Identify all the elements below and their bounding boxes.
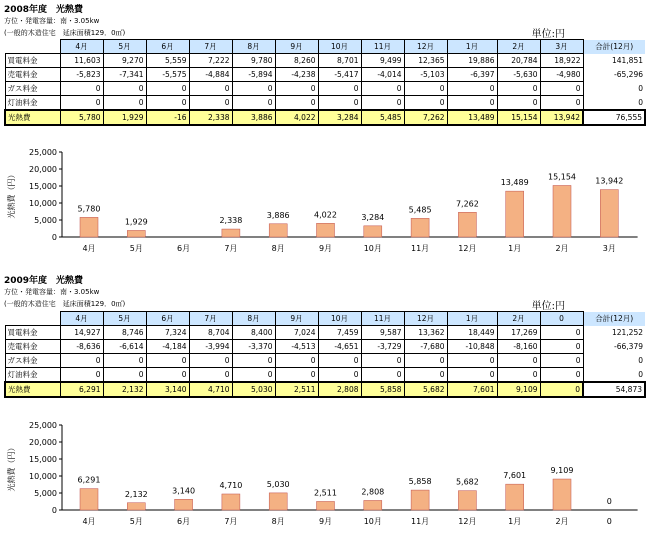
- table-cell: -5,894: [232, 68, 275, 82]
- table-cell: 8,400: [232, 326, 275, 340]
- data-label: 13,489: [500, 178, 529, 188]
- total-cell: 0: [583, 96, 645, 111]
- data-label: 5,682: [455, 477, 479, 487]
- total-header: 合計(12月): [583, 40, 645, 54]
- table-cell: 0: [318, 368, 361, 383]
- utility-cost-bar-chart-2008: [0, 145, 649, 265]
- table-cell: 6,291: [60, 382, 103, 397]
- month-header: 2月: [497, 312, 540, 326]
- table-cell: -4,238: [275, 68, 318, 82]
- month-header: 12月: [404, 312, 447, 326]
- data-label: 3,140: [172, 486, 196, 496]
- row-label: 売電料金: [5, 340, 60, 354]
- table-cell: 8,701: [318, 54, 361, 68]
- table-cell: 18,449: [447, 326, 497, 340]
- data-label: 15,154: [548, 172, 576, 182]
- bar: [411, 218, 429, 237]
- y-axis-label: 光熱費（円）: [7, 443, 16, 492]
- table-cell: 13,489: [447, 110, 497, 125]
- category-label: 11月: [411, 244, 430, 253]
- table-cell: 3,886: [232, 110, 275, 125]
- table-cell: 2,511: [275, 382, 318, 397]
- table-cell: 2,338: [189, 110, 232, 125]
- data-label: 4,022: [314, 210, 337, 220]
- table-cell: 8,260: [275, 54, 318, 68]
- table-cell: 0: [447, 96, 497, 111]
- data-label: 7,601: [503, 471, 527, 481]
- table-cell: 13,942: [540, 110, 583, 125]
- table-cell: 0: [404, 368, 447, 383]
- data-label: 2,511: [314, 488, 337, 498]
- y-tick-label: 25,000: [29, 148, 57, 157]
- table-cell: 0: [189, 96, 232, 111]
- month-header: 7月: [189, 40, 232, 54]
- data-label: 7,262: [455, 199, 479, 209]
- table-cell: 7,601: [447, 382, 497, 397]
- table-cell: 0: [189, 354, 232, 368]
- month-header: 7月: [189, 312, 232, 326]
- table-cell: 0: [232, 96, 275, 111]
- month-header: 11月: [361, 40, 404, 54]
- data-label: 3,284: [361, 212, 385, 222]
- table-row-sale: [5, 68, 645, 82]
- table-cell: 0: [318, 82, 361, 96]
- row-label: 買電料金: [5, 54, 60, 68]
- table-header-row: [5, 312, 645, 326]
- month-header: 8月: [232, 40, 275, 54]
- section-title: 2009年度 光熱費: [4, 276, 84, 286]
- section-subtitle: 方位・発電容量：南・3.05kw: [4, 288, 100, 296]
- table-cell: 11,603: [60, 54, 103, 68]
- category-label: 6月: [177, 244, 191, 253]
- table-cell: 0: [275, 96, 318, 111]
- table-cell: 5,780: [60, 110, 103, 125]
- table-cell: 2,132: [103, 382, 146, 397]
- table-cell: 0: [103, 354, 146, 368]
- cost-table: [4, 39, 646, 126]
- row-label: 買電料金: [5, 326, 60, 340]
- table-cell: 9,780: [232, 54, 275, 68]
- category-label: 1月: [508, 244, 522, 253]
- table-cell: 0: [318, 354, 361, 368]
- category-label: 8月: [271, 244, 285, 253]
- table-cell: 20,784: [497, 54, 540, 68]
- table-cell: 8,746: [103, 326, 146, 340]
- y-tick-label: 0: [51, 233, 57, 242]
- table-cell: 8,704: [189, 326, 232, 340]
- data-label: 2,808: [361, 487, 385, 497]
- row-label: 灯油料金: [5, 368, 60, 383]
- table-row-purchase: [5, 326, 645, 340]
- table-cell: 3,284: [318, 110, 361, 125]
- table-cell: 0: [189, 82, 232, 96]
- bar: [364, 226, 382, 237]
- table-row-gas: [5, 82, 645, 96]
- month-header: 10月: [318, 312, 361, 326]
- utility-cost-bar-chart-2009: [0, 418, 649, 538]
- table-cell: 4,710: [189, 382, 232, 397]
- table-row-sale: [5, 340, 645, 354]
- table-cell: 0: [447, 368, 497, 383]
- table-cell: 2,808: [318, 382, 361, 397]
- month-header: 5月: [103, 312, 146, 326]
- table-cell: -5,823: [60, 68, 103, 82]
- bar: [411, 490, 429, 510]
- bar: [269, 493, 287, 510]
- table-cell: 0: [447, 82, 497, 96]
- bar: [553, 479, 571, 510]
- table-cell: 0: [497, 354, 540, 368]
- table-cell: 0: [189, 368, 232, 383]
- table-row-gas: [5, 354, 645, 368]
- section-subtitle: 方位・発電容量：南・3.05kw: [4, 17, 100, 25]
- section-subtitle-house: (一般的木造住宅 延床面積129．0㎡): [4, 300, 126, 308]
- data-label: 5,485: [408, 205, 432, 215]
- data-label: 5,030: [266, 479, 290, 489]
- grand-total-cell: 76,555: [583, 110, 645, 125]
- table-cell: 0: [60, 354, 103, 368]
- bar: [127, 503, 145, 510]
- table-cell: 0: [497, 82, 540, 96]
- table-cell: 0: [275, 82, 318, 96]
- category-label: 5月: [129, 244, 143, 253]
- table-cell: -8,636: [60, 340, 103, 354]
- table-cell: 0: [275, 368, 318, 383]
- category-label: 5月: [129, 517, 143, 526]
- table-cell: 0: [447, 354, 497, 368]
- table-cell: -7,341: [103, 68, 146, 82]
- section-2009: [0, 271, 649, 538]
- y-tick-label: 20,000: [29, 165, 57, 174]
- category-label: 12月: [458, 517, 477, 526]
- table-cell: 0: [540, 96, 583, 111]
- bar: [506, 484, 524, 510]
- category-label: 8月: [271, 517, 285, 526]
- table-cell: 0: [146, 354, 189, 368]
- table-cell: 18,922: [540, 54, 583, 68]
- table-cell: 7,459: [318, 326, 361, 340]
- category-label: 10月: [363, 517, 382, 526]
- total-cell: -65,296: [583, 68, 645, 82]
- table-cell: 7,024: [275, 326, 318, 340]
- category-label: 7月: [224, 517, 238, 526]
- month-header: 1月: [447, 40, 497, 54]
- table-cell: 0: [497, 96, 540, 111]
- category-label: 9月: [318, 517, 333, 526]
- table-cell: 0: [275, 354, 318, 368]
- data-label: 4,710: [219, 480, 243, 490]
- month-header: 6月: [146, 40, 189, 54]
- unit-label: 単位:円: [531, 301, 565, 312]
- y-tick-label: 0: [51, 506, 57, 515]
- total-cell: 121,252: [583, 326, 645, 340]
- y-tick-label: 10,000: [29, 199, 57, 208]
- row-label: 灯油料金: [5, 96, 60, 111]
- table-cell: 0: [540, 326, 583, 340]
- data-label: 5,858: [408, 477, 432, 487]
- table-cell: -4,184: [146, 340, 189, 354]
- table-cell: -6,397: [447, 68, 497, 82]
- unit-label: 単位:円: [531, 29, 565, 40]
- table-cell: 0: [60, 368, 103, 383]
- table-cell: 0: [361, 82, 404, 96]
- bar: [553, 185, 571, 237]
- table-cell: 0: [404, 354, 447, 368]
- table-cell: 5,030: [232, 382, 275, 397]
- table-cell: 9,109: [497, 382, 540, 397]
- total-cell: 0: [583, 82, 645, 96]
- table-cell: 7,262: [404, 110, 447, 125]
- month-header: 0: [540, 312, 583, 326]
- table-cell: -4,513: [275, 340, 318, 354]
- category-label: 1月: [508, 517, 522, 526]
- table-cell: 12,365: [404, 54, 447, 68]
- table-cell: -4,014: [361, 68, 404, 82]
- table-cell: 0: [60, 82, 103, 96]
- section-subtitle-house: (一般的木造住宅 延床面積129．0㎡): [4, 29, 126, 37]
- table-cell: 0: [497, 368, 540, 383]
- total-cell: -66,379: [583, 340, 645, 354]
- table-cell: -3,994: [189, 340, 232, 354]
- data-label: 6,291: [77, 475, 101, 485]
- grand-total-cell: 54,873: [583, 382, 645, 397]
- month-header: 4月: [60, 40, 103, 54]
- table-cell: 5,858: [361, 382, 404, 397]
- table-cell: 5,485: [361, 110, 404, 125]
- data-label: 13,942: [595, 176, 624, 186]
- table-cell: 0: [540, 340, 583, 354]
- bar: [269, 224, 287, 237]
- table-cell: 9,587: [361, 326, 404, 340]
- y-tick-label: 15,000: [29, 182, 57, 191]
- bar: [317, 223, 335, 237]
- bar: [127, 230, 145, 237]
- data-label: 3,886: [266, 210, 290, 220]
- table-cell: 5,559: [146, 54, 189, 68]
- y-tick-label: 20,000: [29, 438, 57, 447]
- month-header: 1月: [447, 312, 497, 326]
- data-label: 0: [606, 497, 612, 506]
- table-header-row: [5, 40, 645, 54]
- table-cell: 0: [146, 82, 189, 96]
- category-label: 4月: [82, 517, 96, 526]
- bar: [506, 191, 524, 237]
- total-cell: 0: [583, 368, 645, 383]
- data-label: 5,780: [77, 204, 101, 214]
- table-cell: -4,884: [189, 68, 232, 82]
- table-cell: 0: [232, 368, 275, 383]
- table-row-kerosene: [5, 368, 645, 383]
- table-cell: -5,417: [318, 68, 361, 82]
- bar: [222, 229, 240, 237]
- y-tick-label: 5,000: [34, 489, 57, 498]
- table-cell: -4,980: [540, 68, 583, 82]
- y-axis-label: 光熱費（円）: [7, 170, 16, 219]
- table-cell: 0: [60, 96, 103, 111]
- month-header: 3月: [540, 40, 583, 54]
- data-label: 9,109: [550, 466, 574, 476]
- month-header: 8月: [232, 312, 275, 326]
- table-cell: -8,160: [497, 340, 540, 354]
- table-cell: -3,729: [361, 340, 404, 354]
- table-cell: 0: [103, 96, 146, 111]
- row-label: ガス料金: [5, 354, 60, 368]
- month-header: 11月: [361, 312, 404, 326]
- data-label: 1,929: [124, 217, 148, 227]
- total-header: 合計(12月): [583, 312, 645, 326]
- category-label: 11月: [411, 517, 430, 526]
- corner-cell: [5, 40, 60, 54]
- month-header: 5月: [103, 40, 146, 54]
- table-cell: -4,651: [318, 340, 361, 354]
- table-cell: 0: [404, 82, 447, 96]
- table-cell: 9,270: [103, 54, 146, 68]
- category-label: 2月: [555, 244, 569, 253]
- bar: [458, 212, 476, 237]
- data-label: 2,338: [219, 216, 243, 226]
- y-tick-label: 10,000: [29, 472, 57, 481]
- table-cell: 3,140: [146, 382, 189, 397]
- month-header: 9月: [275, 40, 318, 54]
- table-cell: 1,929: [103, 110, 146, 125]
- table-cell: 19,886: [447, 54, 497, 68]
- row-label: ガス料金: [5, 82, 60, 96]
- table-cell: 7,222: [189, 54, 232, 68]
- y-tick-label: 5,000: [34, 216, 57, 225]
- table-cell: 7,324: [146, 326, 189, 340]
- section-title: 2008年度 光熱費: [4, 5, 84, 15]
- table-cell: -3,370: [232, 340, 275, 354]
- corner-cell: [5, 312, 60, 326]
- table-cell: -5,630: [497, 68, 540, 82]
- bar: [364, 500, 382, 510]
- table-cell: 0: [361, 354, 404, 368]
- bar: [222, 494, 240, 510]
- table-cell: 0: [103, 82, 146, 96]
- category-label: 6月: [177, 517, 191, 526]
- table-cell: 0: [146, 368, 189, 383]
- month-header: 2月: [497, 40, 540, 54]
- bar: [600, 190, 618, 237]
- table-cell: -10,848: [447, 340, 497, 354]
- data-label: 2,132: [124, 489, 148, 499]
- row-label: 光熱費: [5, 382, 60, 397]
- bar: [317, 501, 335, 510]
- table-row-utility-total: [5, 110, 645, 125]
- month-header: 10月: [318, 40, 361, 54]
- bar: [80, 217, 98, 237]
- table-cell: -16: [146, 110, 189, 125]
- category-label: 12月: [458, 244, 477, 253]
- table-cell: 13,362: [404, 326, 447, 340]
- table-cell: -5,575: [146, 68, 189, 82]
- category-label: 4月: [82, 244, 96, 253]
- month-header: 4月: [60, 312, 103, 326]
- bar: [175, 499, 193, 510]
- month-header: 9月: [275, 312, 318, 326]
- table-cell: 0: [103, 368, 146, 383]
- table-cell: 4,022: [275, 110, 318, 125]
- category-label: 7月: [224, 244, 238, 253]
- table-cell: 0: [540, 382, 583, 397]
- table-cell: 14,927: [60, 326, 103, 340]
- y-tick-label: 25,000: [29, 421, 57, 430]
- month-header: 12月: [404, 40, 447, 54]
- category-label: 10月: [363, 244, 382, 253]
- table-cell: 5,682: [404, 382, 447, 397]
- table-cell: 0: [361, 368, 404, 383]
- category-label: 2月: [555, 517, 569, 526]
- table-row-kerosene: [5, 96, 645, 111]
- category-label: 0: [606, 517, 612, 526]
- month-header: 6月: [146, 312, 189, 326]
- category-label: 9月: [318, 244, 333, 253]
- table-row-purchase: [5, 54, 645, 68]
- table-cell: 17,269: [497, 326, 540, 340]
- category-label: 3月: [602, 244, 616, 253]
- table-cell: -5,103: [404, 68, 447, 82]
- table-cell: -7,680: [404, 340, 447, 354]
- y-tick-label: 15,000: [29, 455, 57, 464]
- total-cell: 0: [583, 354, 645, 368]
- table-row-utility-total: [5, 382, 645, 397]
- row-label: 光熱費: [5, 110, 60, 125]
- table-cell: 0: [146, 96, 189, 111]
- table-cell: 0: [232, 82, 275, 96]
- table-cell: 15,154: [497, 110, 540, 125]
- table-cell: 0: [404, 96, 447, 111]
- total-cell: 141,851: [583, 54, 645, 68]
- table-cell: 0: [540, 354, 583, 368]
- cost-table: [4, 311, 646, 398]
- table-cell: 0: [540, 82, 583, 96]
- row-label: 売電料金: [5, 68, 60, 82]
- table-cell: 0: [232, 354, 275, 368]
- table-cell: 0: [361, 96, 404, 111]
- table-cell: 0: [318, 96, 361, 111]
- table-cell: 0: [540, 368, 583, 383]
- bar: [80, 489, 98, 510]
- bar: [458, 491, 476, 510]
- table-cell: 9,499: [361, 54, 404, 68]
- table-cell: -6,614: [103, 340, 146, 354]
